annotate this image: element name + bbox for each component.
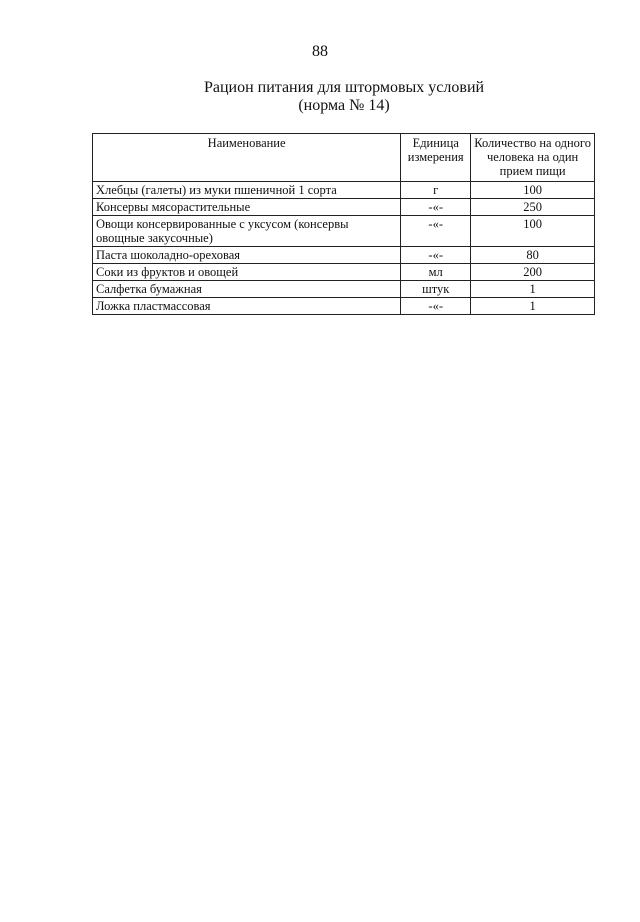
header-unit: Единица измерения [401, 134, 471, 182]
cell-name: Ложка пластмассовая [93, 298, 401, 315]
cell-name: Салфетка бумажная [93, 281, 401, 298]
cell-unit: -«- [401, 247, 471, 264]
cell-qty: 100 [471, 182, 595, 199]
table-row [93, 247, 595, 264]
cell-unit: -«- [401, 199, 471, 216]
table-row [93, 199, 595, 216]
cell-qty: 1 [471, 281, 595, 298]
cell-qty: 1 [471, 298, 595, 315]
table-body [93, 182, 595, 315]
cell-name: Консервы мясорастительные [93, 199, 401, 216]
header-name: Наименование [93, 134, 401, 182]
table-row [93, 281, 595, 298]
cell-qty: 100 [471, 216, 595, 247]
cell-qty: 80 [471, 247, 595, 264]
cell-name: Хлебцы (галеты) из муки пшеничной 1 сорта [93, 182, 401, 199]
table-header-row [93, 134, 595, 182]
cell-name: Овощи консервированные с уксусом (консервы овощные закусочные) [93, 216, 401, 247]
cell-unit: -«- [401, 298, 471, 315]
cell-name: Соки из фруктов и овощей [93, 264, 401, 281]
cell-qty: 250 [471, 199, 595, 216]
header-qty: Количество на одного человека на один прием пищи [471, 134, 595, 182]
page-title [0, 79, 640, 115]
cell-name: Паста шоколадно-ореховая [93, 247, 401, 264]
title-line-1: Рацион питания для штормовых условий [203, 79, 485, 96]
title-line-2: (норма № 14) [298, 97, 390, 114]
table-row [93, 298, 595, 315]
cell-unit: штук [401, 281, 471, 298]
page-number: 88 [312, 43, 328, 60]
table-row [93, 264, 595, 281]
cell-unit: г [401, 182, 471, 199]
table-row [93, 216, 595, 247]
ration-table [92, 133, 595, 315]
cell-qty: 200 [471, 264, 595, 281]
table-row [93, 182, 595, 199]
cell-unit: мл [401, 264, 471, 281]
cell-unit: -«- [401, 216, 471, 247]
